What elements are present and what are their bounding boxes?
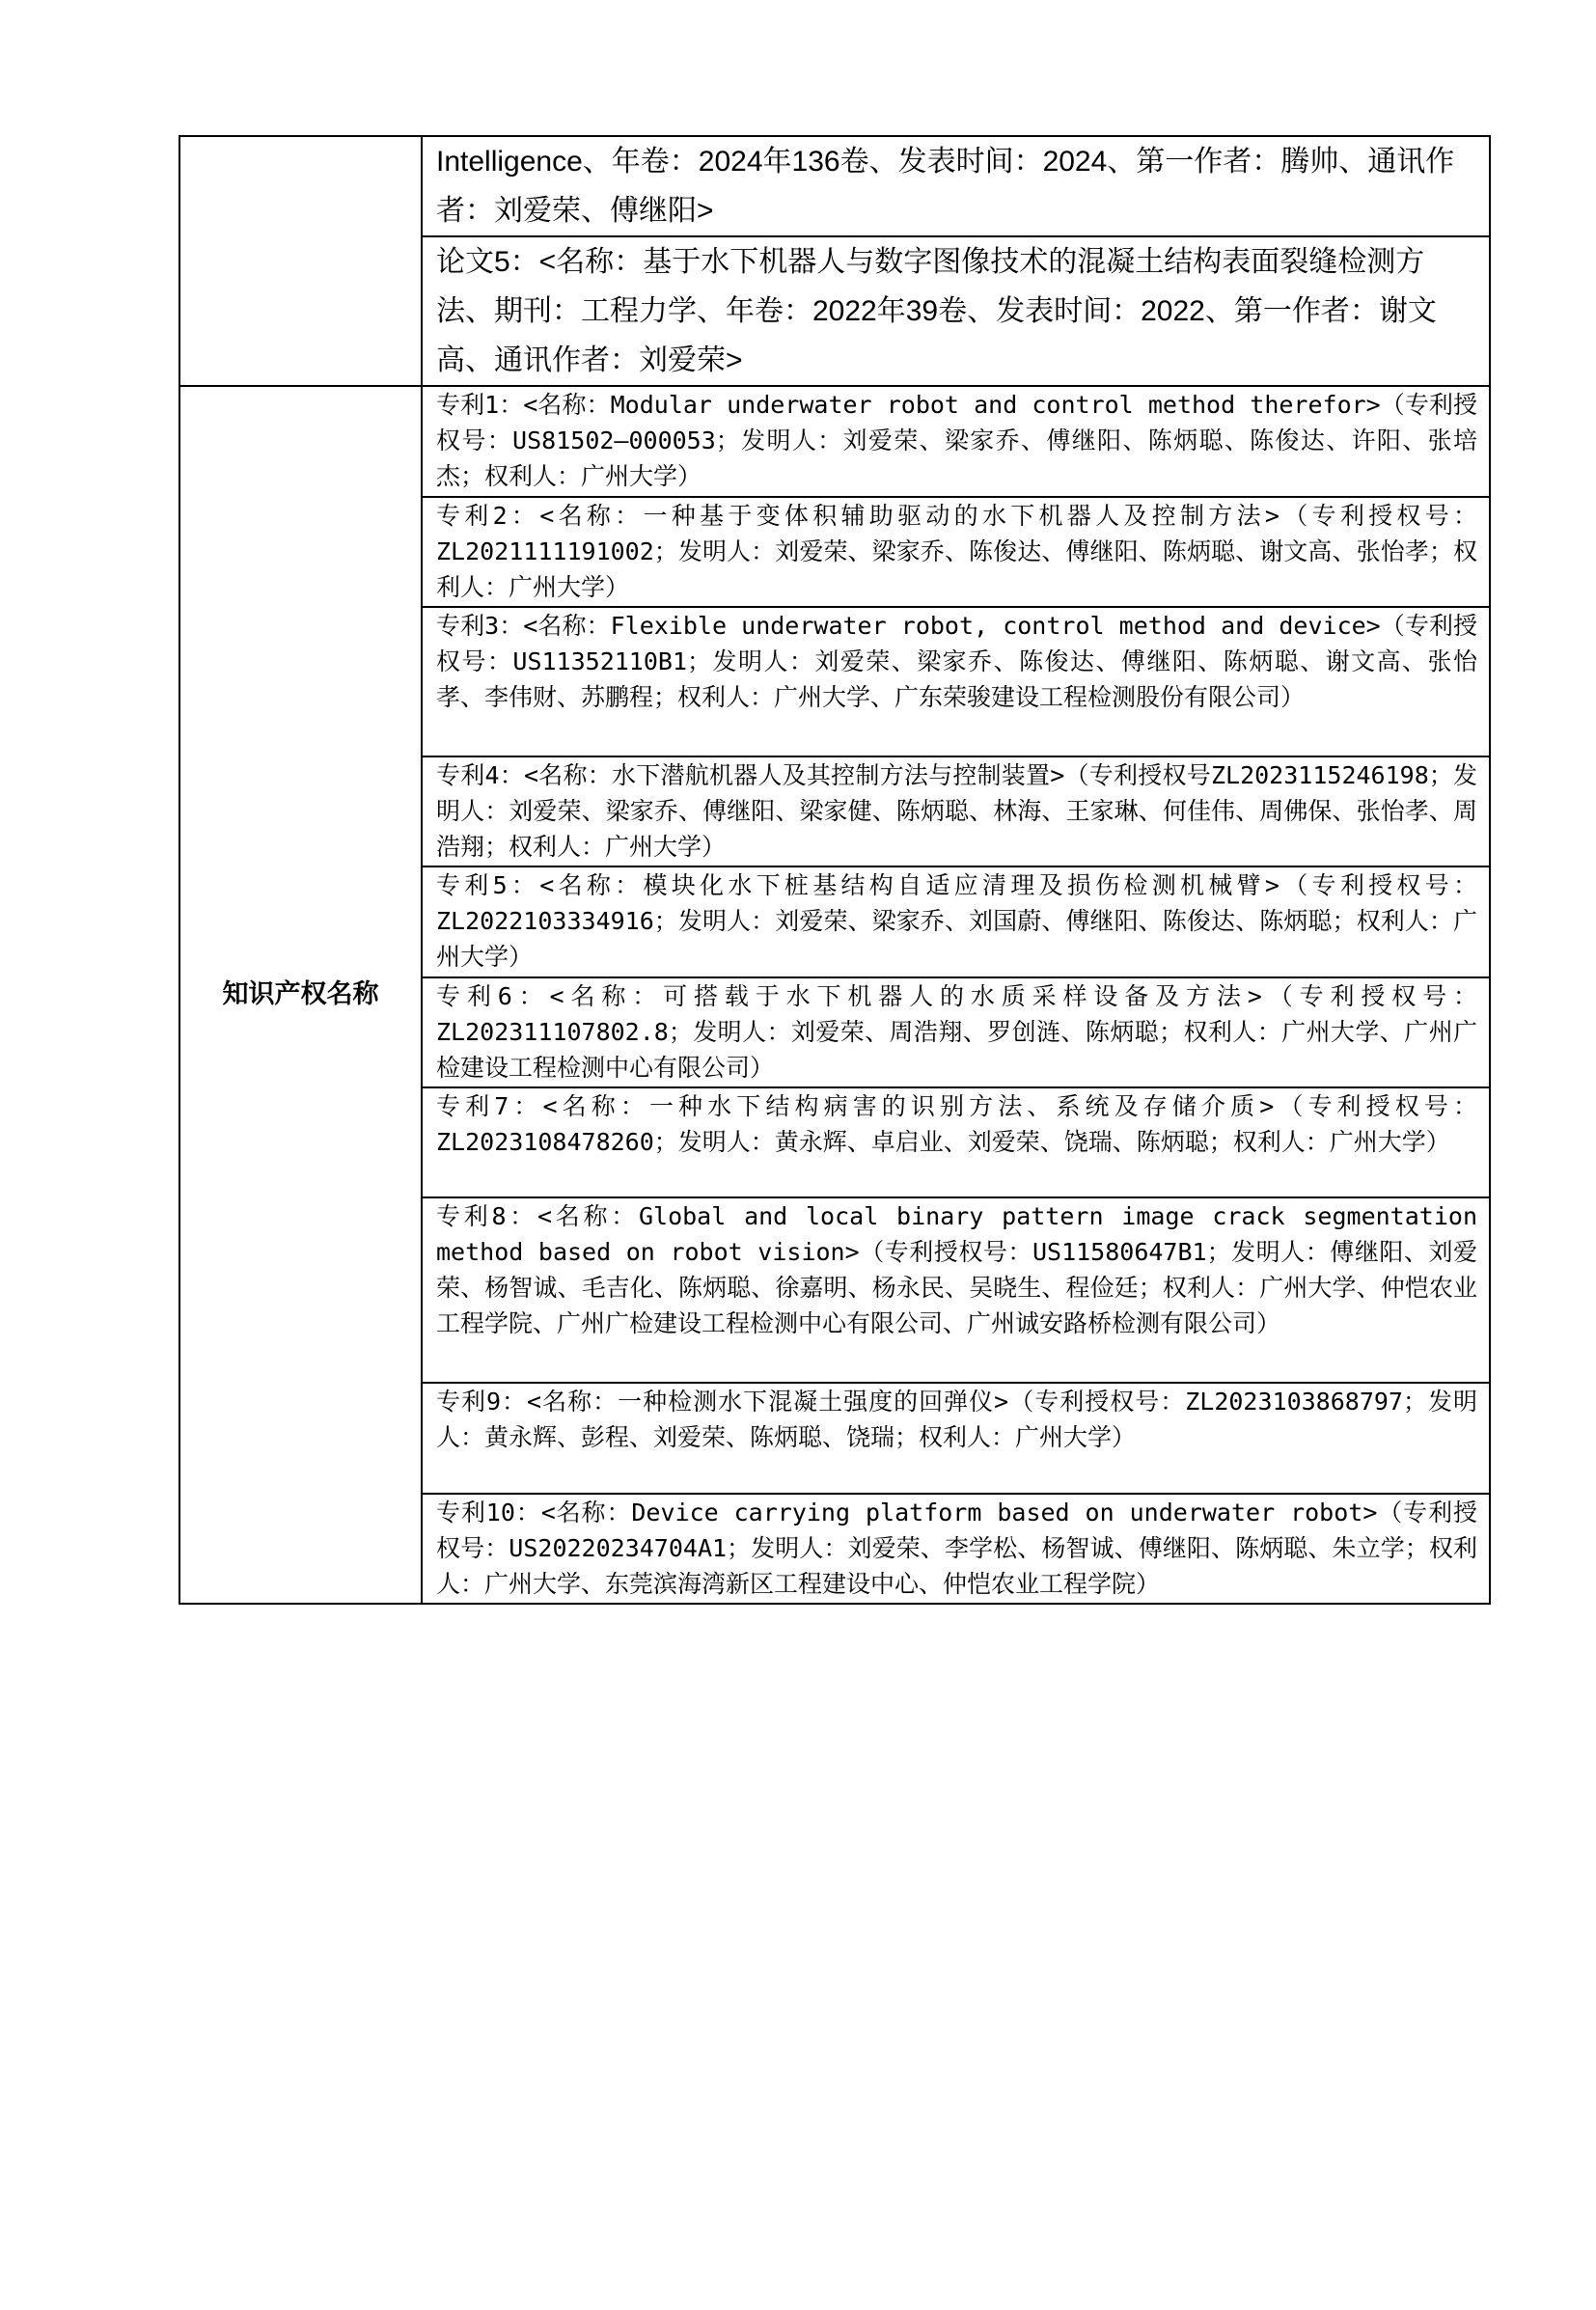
patent-cell xyxy=(422,1197,1490,1383)
patent-entry-5: 专利5：<名称：模块化水下桩基结构自适应清理及损伤检测机械臂>（专利授权号：ZL2022103334916；发明人：刘爱荣、梁家乔、刘国蔚、傅继阳、陈俊达、陈炳聪；权利人：广州大学） xyxy=(436,871,1477,971)
patent-cell xyxy=(422,607,1490,756)
patent-entry-8: 专利8：<名称：Global and local binary pattern image crack segmentation method based on robot vision>（专利授权号：US11580647B1；发明人：傅继阳、刘爱荣、杨智诚、毛吉化、陈炳聪、徐嘉明、杨永民、吴晓生、程俭廷；权利人：广州大学、仲恺农业工程学院、广州广检建设工程检测中心有限公司、广州诚安路桥检测有限公司） xyxy=(436,1202,1477,1337)
patent-cell xyxy=(422,1087,1490,1197)
papers-label-cell xyxy=(179,136,422,386)
paper-entry-4-continued: Intelligence、年卷：2024年136卷、发表时间：2024、第一作者：腾帅、通讯作者：刘爱荣、傅继阳> xyxy=(436,146,1455,227)
patents-label-cell xyxy=(179,386,422,1604)
patent-entry-2: 专利2：<名称：一种基于变体积辅助驱动的水下机器人及控制方法>（专利授权号：ZL2021111191002；发明人：刘爱荣、梁家乔、陈俊达、傅继阳、陈炳聪、谢文高、张怡孝；权利人：广州大学） xyxy=(436,502,1477,601)
paper-entry-5: 论文5：<名称：基于水下机器人与数字图像技术的混凝土结构表面裂缝检测方法、期刊：工程力学、年卷：2022年39卷、发表时间：2022、第一作者：谢文高、通讯作者：刘爱荣> xyxy=(436,246,1437,376)
patent-entry-9: 专利9：<名称：一种检测水下混凝土强度的回弹仪>（专利授权号：ZL2023103868797；发明人：黄永辉、彭程、刘爱荣、陈炳聪、饶瑞；权利人：广州大学） xyxy=(436,1388,1477,1451)
patent-cell xyxy=(422,866,1490,977)
paper-cell xyxy=(422,136,1490,236)
patent-cell xyxy=(422,756,1490,866)
patents-label: 知识产权名称 xyxy=(222,979,379,1009)
patent-cell xyxy=(422,1494,1490,1604)
patent-cell xyxy=(422,497,1490,607)
patent-entry-3: 专利3：<名称：Flexible underwater robot, control method and device>（专利授权号：US11352110B1；发明人：刘爱荣、梁家乔、陈俊达、傅继阳、陈炳聪、谢文高、张怡孝、李伟财、苏鹏程；权利人：广州大学、广东荣骏建设工程检测股份有限公司） xyxy=(436,612,1477,711)
table-row xyxy=(179,136,1490,236)
patent-entry-4: 专利4：<名称：水下潜航机器人及其控制方法与控制装置>（专利授权号ZL2023115246198；发明人：刘爱荣、梁家乔、傅继阳、梁家健、陈炳聪、林海、王家琳、何佳伟、周佛保、张怡孝、周浩翔；权利人：广州大学） xyxy=(436,761,1477,861)
patent-cell xyxy=(422,1383,1490,1494)
patent-entry-10: 专利10：<名称：Device carrying platform based on underwater robot>（专利授权号：US20220234704A1；发明人：刘爱荣、李学松、杨智诚、傅继阳、陈炳聪、朱立学；权利人：广州大学、东莞滨海湾新区工程建设中心、仲恺农业工程学院） xyxy=(436,1499,1477,1598)
patent-entry-7: 专利7：<名称：一种水下结构病害的识别方法、系统及存储介质>（专利授权号：ZL2023108478260；发明人：黄永辉、卓启业、刘爱荣、饶瑞、陈炳聪；权利人：广州大学） xyxy=(436,1092,1477,1156)
patent-cell xyxy=(422,977,1490,1087)
table-row xyxy=(179,386,1490,497)
achievement-table xyxy=(179,135,1491,1605)
paper-cell xyxy=(422,236,1490,386)
patent-entry-6: 专利6：<名称：可搭载于水下机器人的水质采样设备及方法>（专利授权号：ZL202311107802.8；发明人：刘爱荣、周浩翔、罗创涟、陈炳聪；权利人：广州大学、广州广检建设工程检测中心有限公司） xyxy=(436,982,1477,1082)
patent-cell xyxy=(422,386,1490,497)
patent-entry-1: 专利1：<名称：Modular underwater robot and control method therefor>（专利授权号：US81502—000053；发明人：刘爱荣、梁家乔、傅继阳、陈炳聪、陈俊达、许阳、张培杰；权利人：广州大学） xyxy=(436,391,1477,490)
